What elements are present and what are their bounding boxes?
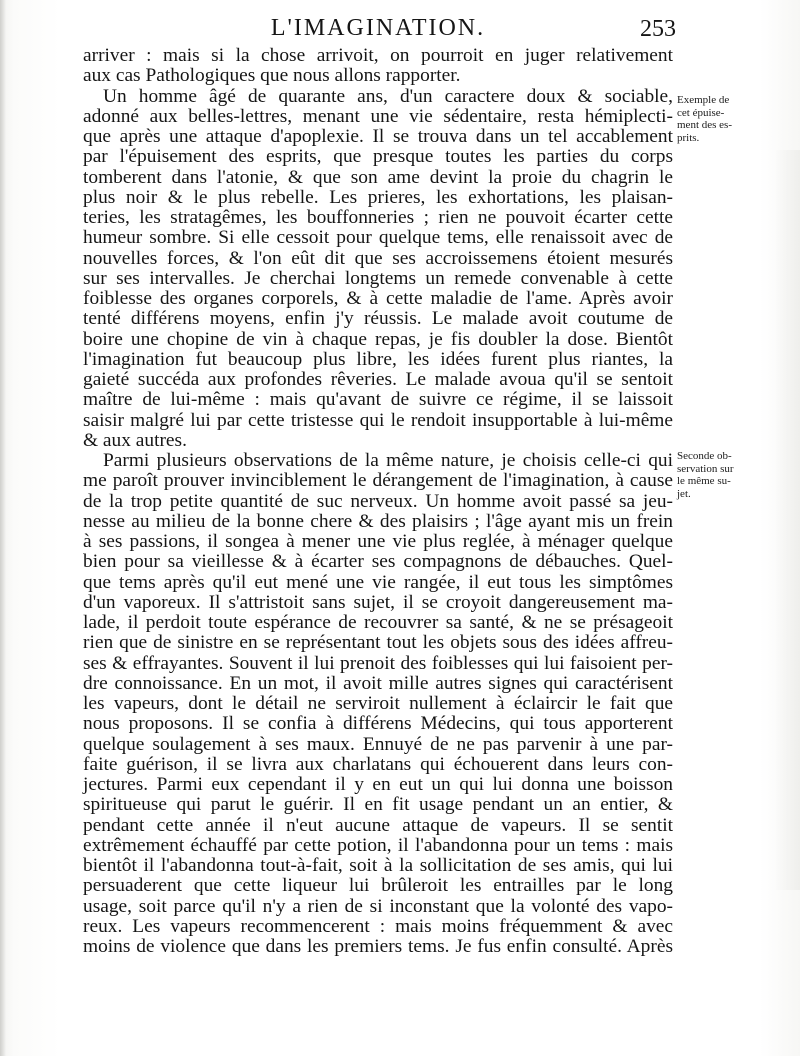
text-line: d'un vaporeux. Il s'attristoit sans sujet, il se croyoit dangereusement ma- [83, 591, 673, 613]
margin-note-line: ment des es- [677, 119, 732, 131]
running-title: L'IMAGINATION. [270, 15, 486, 41]
text-line: bientôt il l'abandonna tout-à-fait, soit à la sollicitation de ses amis, qui lui [83, 855, 673, 876]
text-line: lade, il perdoit toute espérance de recouvrer sa santé, & ne se présageoit [83, 612, 673, 633]
page-gutter-shadow [0, 0, 6, 1056]
text-line: spiritueuse qui parut le guérir. Il en fit usage pendant un an entier, & [83, 794, 673, 816]
text-line: boire une chopine de vin à chaque repas, je fis doubler la dose. Bientôt [83, 328, 673, 350]
text-line: pendant cette année il n'eut aucune attaque de vapeurs. Il se sentit [83, 814, 673, 836]
margin-note-line: jet. [677, 487, 691, 500]
text-line: que tems après qu'il eut mené une vie rangée, il eut tous les simptômes [83, 571, 673, 593]
text-line: saisir malgré lui par cette tristesse qui le rendoit insupportable à lui-même [83, 409, 673, 431]
text-line: jectures. Parmi eux cependant il y en eut un qui lui donna une boisson [83, 774, 673, 795]
margin-note-line: prits. [677, 131, 700, 144]
text-line: ses & effrayantes. Souvent il lui prenoit des foiblesses qui lui faisoient per- [83, 652, 673, 674]
text-line: que après une attaque d'apoplexie. Il se trouva dans un tel accablement [83, 126, 673, 147]
margin-note-line: Exemple de [677, 94, 730, 106]
text-line: & aux autres. [83, 429, 187, 451]
text-line: nouvelles forces, & l'on eût dit que ses accroissemens étoient mesurés [83, 247, 673, 269]
text-line: persuaderent que cette liqueur lui brûleroit les entrailles par le long [83, 875, 673, 897]
text-line: par l'épuisement des esprits, que presque toutes les parties du corps [83, 146, 673, 168]
text-line: Parmi plusieurs observations de la même nature, je choisis celle-ci qui [103, 450, 673, 471]
margin-note-example [677, 94, 769, 144]
text-line: nous proposons. Il se confia à différens Médecins, qui tous apporterent [83, 713, 673, 735]
text-line: plus noir & le plus rebelle. Les prieres, les exhortations, les plaisan- [83, 186, 673, 208]
text-line: humeur sombre. Si elle cessoit pour quelque tems, elle renaissoit avec de [83, 227, 673, 249]
text-line: tenté différens moyens, enfin j'y réussis. Le malade avoit coutume de [83, 308, 673, 330]
text-line: dre connoissance. En un mot, il avoit mille autres signes qui caractérisent [83, 672, 673, 694]
text-line: faite guérison, il se livra aux charlatans qui échouerent dans leurs con- [83, 753, 673, 775]
text-line: bien pour sa vieillesse & à écarter ses compagnons de débauches. Quel- [83, 551, 673, 573]
text-line: adonné aux belles-lettres, menant une vie sédentaire, resta hémiplecti- [83, 105, 673, 127]
text-line: de la trop petite quantité de suc nerveux. Un homme avoit passé sa jeu- [83, 490, 673, 512]
margin-note-line: cet épuise- [677, 106, 725, 119]
margin-note-line: le même su- [677, 475, 731, 487]
page-number: 253 [640, 16, 676, 42]
text-line: foiblesse des organes corporels, & à cette maladie de l'ame. Après avoir [83, 288, 673, 309]
text-line: arriver : mais si la chose arrivoit, on pourroit en juger relativement [83, 45, 673, 66]
page-header [84, 12, 676, 46]
text-line: l'imagination fut beaucoup plus libre, les idées furent plus riantes, la [83, 348, 673, 370]
text-line: teries, les stratagêmes, les bouffonneries ; rien ne pouvoit écarter cette [83, 207, 673, 228]
text-line: nesse au milieu de la bonne chere & des plaisirs ; l'âge ayant mis un frein [83, 510, 673, 532]
text-line: extrêmement échauffé par cette potion, il l'abandonna pour un tems : mais [83, 834, 673, 856]
page-edge-shading [774, 150, 800, 890]
margin-note-line: servation sur [677, 462, 734, 475]
text-line: maître de lui-même : mais qu'avant de suivre ce régime, il se laissoit [83, 389, 673, 411]
text-line: me paroît prouver invinciblement le dérangement de l'imagination, à cause [83, 470, 673, 492]
text-line: rien que de sinistre en se représentant tout les objets sous des idées affreu- [83, 632, 673, 654]
text-line: reux. Les vapeurs recommencerent : mais moins fréquemment & avec [83, 915, 673, 937]
margin-note-second-observation [677, 450, 769, 500]
margin-note-line: Seconde ob- [677, 450, 732, 462]
text-line: gaieté succéda aux profondes rêveries. Le malade avoua qu'il se sentoit [83, 369, 673, 390]
text-line: quelque soulagement à ses maux. Ennuyé de ne pas parvenir à une par- [83, 733, 673, 755]
main-text-column [83, 46, 673, 957]
text-line: tomberent dans l'atonie, & que son ame devint la proie du chagrin le [83, 166, 673, 188]
text-line: à ses passions, il songea à mener une vie plus reglée, à ménager quelque [83, 531, 673, 552]
text-line: les vapeurs, dont le détail ne serviroit nullement à éclaircir le fait que [83, 693, 673, 714]
text-line: aux cas Pathologiques que nous allons rapporter. [83, 65, 461, 87]
text-line: moins de violence que dans les premiers tems. Je fus enfin consulté. Après [83, 936, 673, 957]
text-line: usage, soit parce qu'il n'y a rien de si inconstant que la volonté des vapo- [83, 895, 673, 917]
text-line: sur ses intervalles. Je cherchai longtems un remede convenable à cette [83, 267, 673, 289]
text-line: Un homme âgé de quarante ans, d'un caractere doux & sociable, [103, 85, 673, 107]
